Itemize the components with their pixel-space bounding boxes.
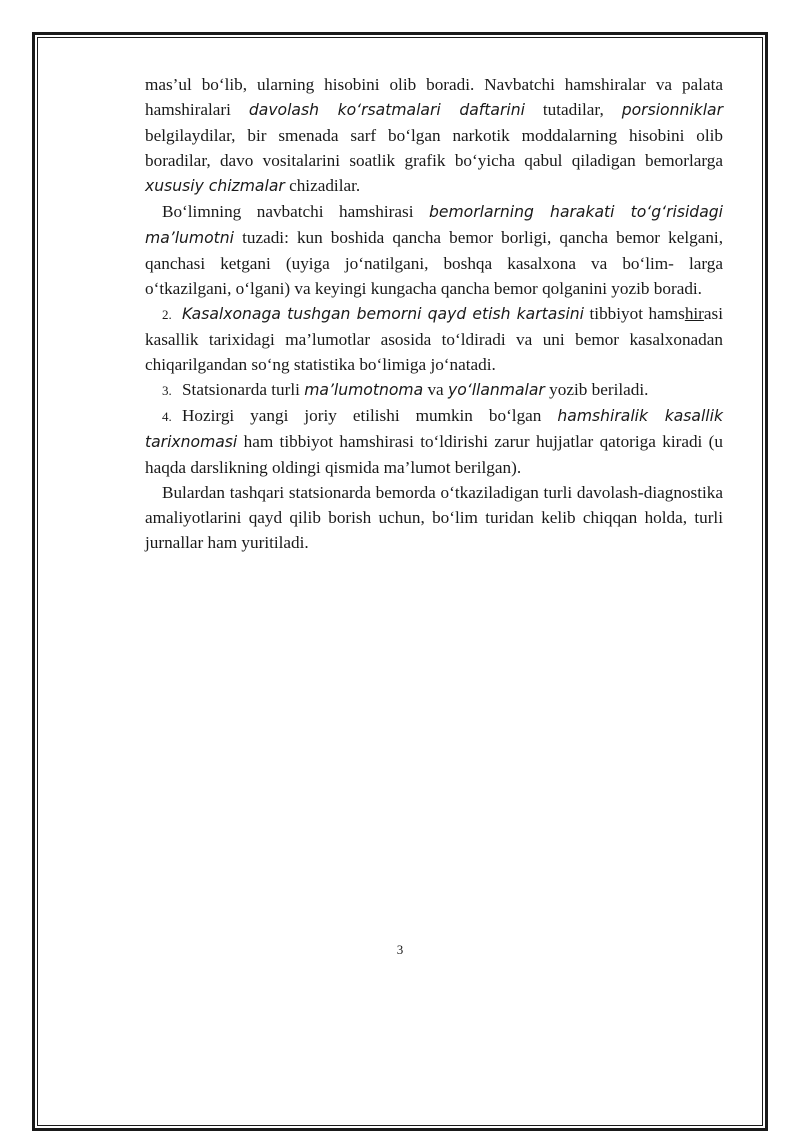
list-item-3: 3. Statsionarda turli ma’lumotnoma va yo‘llanmalar yozib beriladi. <box>145 377 723 403</box>
paragraph-6: Bulardan tashqari statsionarda bemorda o‘tkaziladigan turli davolash-diagnostika amaliyotlarini qayd qilib borish uchun, bo‘lim turidan kelib chiqqan holda, turli jurnallar ham yuritiladi. <box>145 483 723 552</box>
page-number: 3 <box>396 942 404 957</box>
emphasis-text: Kasalxonaga tushgan bemorni qayd etish kartasini <box>182 305 584 323</box>
emphasis-text: davolash ko‘rsatmalari daftarini <box>248 101 525 119</box>
emphasis-text: bemorlarning harakati to‘g‘risidagi ma’lumotni <box>145 203 723 247</box>
emphasis-text: ma’lumotnoma <box>304 381 424 399</box>
paragraph-1: mas’ul bo‘lib, ularning hisobini olib boradi. Navbatchi hamshiralar va palata hamshiralari davolash ko‘rsatmalari daftarini tutadilar, porsionniklar belgilaydilar, bir smenada sarf bo‘lgan narkotik moddalarning hisobini olib boradilar, davo vositalarini soatlik grafik bo‘yicha qabul qiladigan bemorlarga xususiy chizmalar chizadilar. <box>145 75 723 195</box>
list-number: 4. <box>162 409 172 424</box>
emphasis-text: porsionniklar <box>621 101 723 119</box>
paragraph-2: Bo‘limning navbatchi hamshirasi bemorlarning harakati to‘g‘risidagi ma’lumotni tuzadi: kun boshida qancha bemor borligi, qancha bemor kelgani, qanchasi ketgani (uyiga jo‘natilgani, boshqa kasalxona va bo‘lim- larga o‘tkazilgani, o‘lgani) va keyingi kungacha qancha bemor qolganini yozib boradi. <box>145 202 723 298</box>
list-number: 3. <box>162 383 172 398</box>
emphasis-text: hamshiralik kasallik tarixnomasi <box>145 407 723 451</box>
list-item-4: 4. Hozirgi yangi joriy etilishi mumkin bo‘lgan hamshiralik kasallik tarixnomasi ham tibbiyot hamshirasi to‘ldirishi zarur hujjatlar qatoriga kiradi (u haqda darslikning oldingi qismida ma’lumot berilgan). <box>145 406 723 477</box>
document-body <box>145 72 723 555</box>
emphasis-text: yo‘llanmalar <box>447 381 545 399</box>
emphasis-text: xususiy chizmalar <box>145 177 285 195</box>
underlined-text: hir <box>684 304 704 323</box>
list-number: 2. <box>162 307 172 322</box>
list-item-2: 2. Kasalxonaga tushgan bemorni qayd etish kartasini tibbiyot hamshirasi kasallik tarixidagi ma’lumotlar asosida to‘ldiradi va uni bemor kasalxonadan chiqarilgandan so‘ng statistika bo‘limiga jo‘natadi. <box>145 304 723 374</box>
